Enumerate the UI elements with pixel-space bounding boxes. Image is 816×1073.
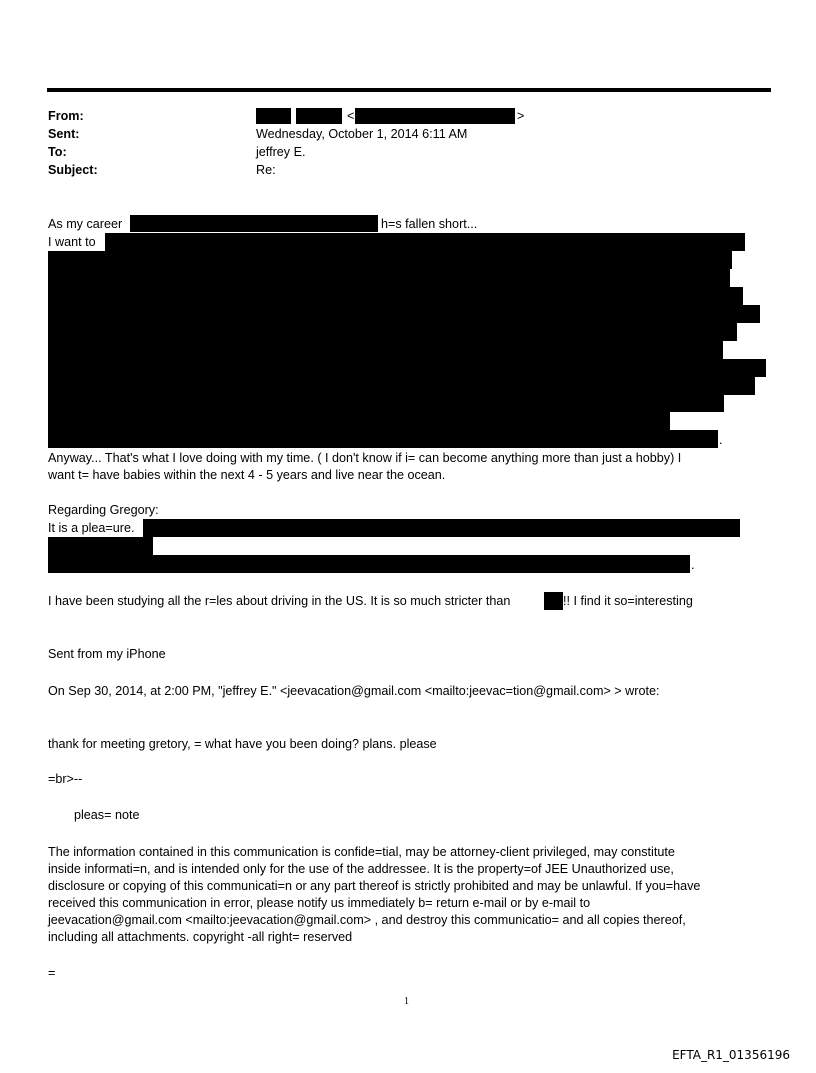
quoted-message: thank for meeting gretory, = what have you been doing? plans. please (48, 737, 437, 751)
from-lt: < (347, 109, 355, 123)
period-1: . (719, 433, 723, 447)
redaction-career (130, 215, 378, 232)
sent-from-iphone: Sent from my iPhone (48, 647, 166, 661)
redaction-block-1 (105, 233, 745, 251)
disclaimer-line-4: received this communication in error, please notify us immediately b= return e-mail or by e-mail to (48, 896, 591, 910)
career-end: h=s fallen short... (381, 217, 478, 231)
quoted-header: On Sep 30, 2014, at 2:00 PM, "jeffrey E." <jeevacation@gmail.com <mailto:jeevac=tion@gmail.com> > wrote: (48, 684, 660, 698)
redaction-block-4 (48, 287, 743, 305)
redaction-gregory-3 (48, 555, 690, 573)
disclaimer-line-6: including all attachments. copyright -all right= reserved (48, 930, 353, 944)
redaction-block-3 (48, 269, 730, 287)
redaction-block-5 (48, 305, 760, 323)
redaction-block-10 (48, 395, 724, 412)
redaction-block-12 (48, 430, 718, 448)
subject-label: Subject: (48, 163, 98, 177)
pleasure-text: It is a plea=ure. (48, 521, 135, 535)
page-number: 1 (404, 996, 409, 1007)
disclaimer-line-5: jeevacation@gmail.com <mailto:jeevacation@gmail.com> , and destroy this communicatio= and all copies thereof, (48, 913, 686, 927)
document-id: EFTA_R1_01356196 (672, 1048, 790, 1062)
career-start: As my career (48, 217, 123, 231)
redaction-gregory-2 (48, 537, 153, 555)
redaction-block-6 (48, 323, 737, 341)
from-label: From: (48, 109, 84, 123)
redaction-gregory-1 (143, 519, 740, 537)
period-2: . (691, 558, 695, 572)
subject-value: Re: (256, 163, 276, 177)
note-heading: pleas= note (74, 808, 140, 822)
redaction-block-2 (48, 251, 732, 269)
driving-end: !! I find it so=interesting (563, 594, 693, 608)
redaction-block-7 (48, 341, 723, 359)
redaction-block-8 (48, 359, 766, 377)
redaction-from-first (256, 108, 291, 124)
anyway-line-1: Anyway... That's what I love doing with my time. ( I don't know if i= can become anything more than just a hobby) I (48, 451, 682, 465)
to-value: jeffrey E. (256, 145, 306, 159)
disclaimer-line-1: The information contained in this communication is confide=tial, may be attorney-client privileged, may constitute (48, 845, 675, 859)
regarding-heading: Regarding Gregory: (48, 503, 159, 517)
anyway-line-2: want t= have babies within the next 4 - 5 years and live near the ocean. (48, 468, 446, 482)
disclaimer-line-2: inside informati=n, and is intended only for the use of the addressee. It is the property=of JEE Unauthorized use, (48, 862, 674, 876)
sent-value: Wednesday, October 1, 2014 6:11 AM (256, 127, 468, 141)
redaction-block-9 (48, 377, 755, 395)
driving-start: I have been studying all the r=les about driving in the US. It is so much stricter than (48, 594, 511, 608)
from-gt: > (517, 109, 525, 123)
redaction-from-last (296, 108, 342, 124)
redaction-block-11 (48, 412, 670, 430)
br-artifact: =br>-- (48, 772, 83, 786)
to-label: To: (48, 145, 67, 159)
trailing-equals: = (48, 966, 56, 980)
disclaimer-line-3: disclosure or copying of this communicati=n or any part thereof is strictly prohibited and may be unlawful. If you=have (48, 879, 701, 893)
header-rule (47, 88, 771, 92)
sent-label: Sent: (48, 127, 80, 141)
want-to-start: I want to (48, 235, 96, 249)
redaction-country (544, 592, 563, 610)
redaction-from-email (355, 108, 515, 124)
